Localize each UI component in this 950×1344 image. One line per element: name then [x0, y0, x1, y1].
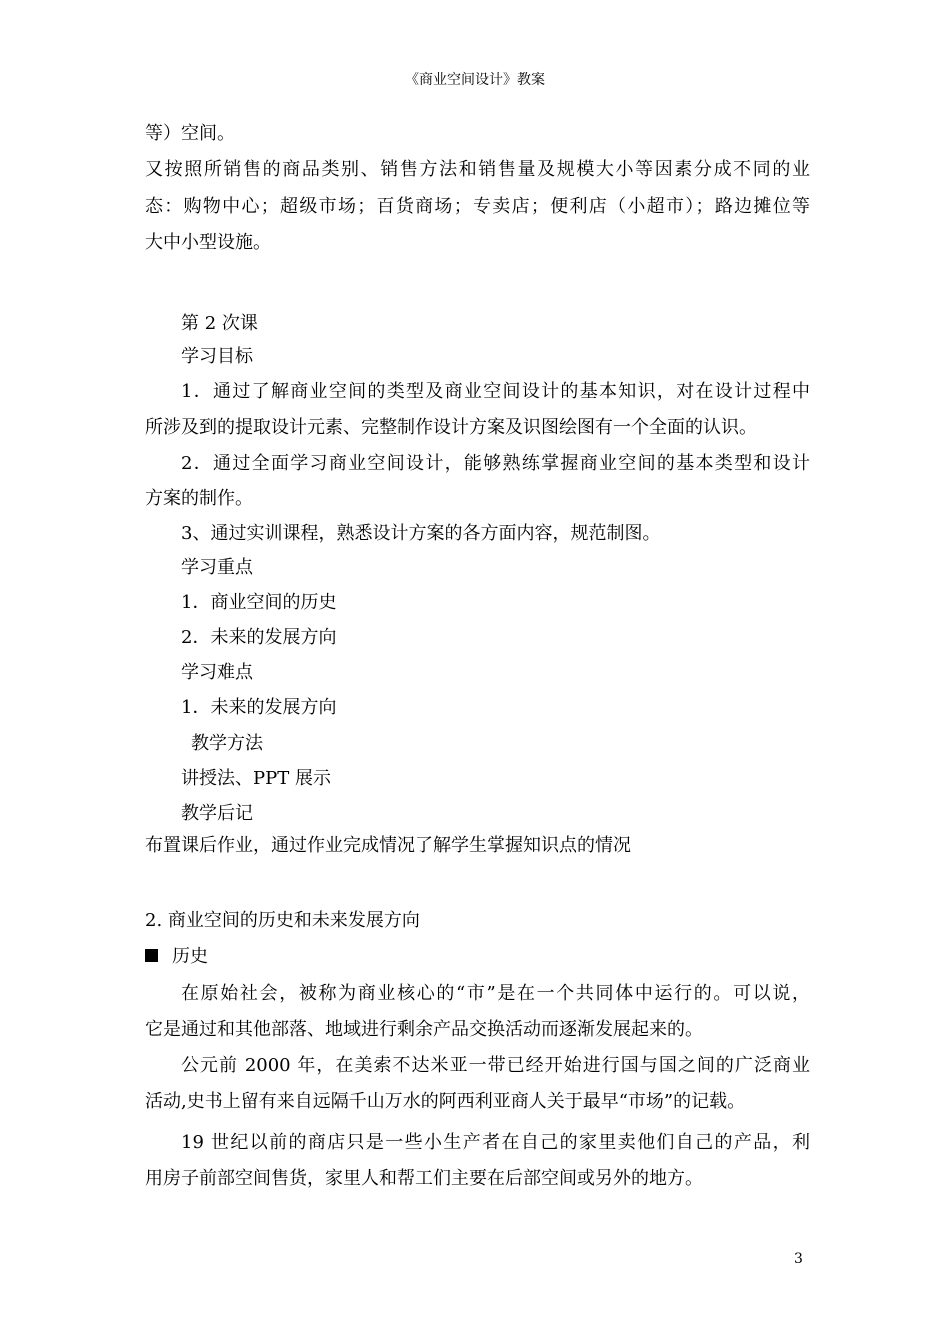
section-title: 2. 商业空间的历史和未来发展方向	[145, 910, 420, 931]
goal-line: 2．通过全面学习商业空间设计，能够熟练掌握商业空间的基本类型和设计	[181, 453, 810, 474]
difficulty-item: 1．未来的发展方向	[181, 697, 337, 718]
paragraph-line: 在原始社会，被称为商业核心的“市”是在一个共同体中运行的。可以说，	[181, 983, 810, 1004]
page-number: 3	[794, 1251, 803, 1267]
notes-heading: 教学后记	[181, 803, 253, 824]
key-item: 1．商业空间的历史	[181, 592, 337, 613]
paragraph-line: 用房子前部空间售货，家里人和帮工们主要在后部空间或另外的地方。	[145, 1168, 703, 1189]
key-heading: 学习重点	[181, 557, 253, 578]
history-heading-row	[145, 944, 810, 970]
lesson-title: 第 2 次课	[181, 313, 258, 334]
goal-line: 1．通过了解商业空间的类型及商业空间设计的基本知识，对在设计过程中	[181, 381, 810, 402]
notes-text: 布置课后作业，通过作业完成情况了解学生掌握知识点的情况	[145, 835, 631, 856]
paragraph-line: 公元前 2000 年，在美索不达米亚一带已经开始进行国与国之间的广泛商业	[181, 1055, 810, 1076]
text-line: 等）空间。	[145, 123, 235, 144]
history-heading: 历史	[172, 946, 208, 967]
paragraph-line: 19 世纪以前的商店只是一些小生产者在自己的家里卖他们自己的产品，利	[181, 1132, 810, 1153]
difficulty-heading: 学习难点	[181, 662, 253, 683]
page-header: 《商业空间设计》教案	[405, 72, 545, 88]
paragraph-line: 它是通过和其他部落、地域进行剩余产品交换活动而逐渐发展起来的。	[145, 1019, 703, 1040]
paragraph-line: 活动,史书上留有来自远隔千山万水的阿西利亚商人关于最早“市场”的记载。	[145, 1091, 746, 1112]
text-line: 又按照所销售的商品类别、销售方法和销售量及规模大小等因素分成不同的业	[145, 159, 810, 180]
goal-line: 3、通过实训课程，熟悉设计方案的各方面内容，规范制图。	[181, 523, 661, 544]
key-item: 2．未来的发展方向	[181, 627, 337, 648]
text-line: 态：购物中心；超级市场；百货商场；专卖店；便利店（小超市）；路边摊位等	[145, 196, 810, 217]
text-line: 大中小型设施。	[145, 232, 271, 253]
goal-line: 方案的制作。	[145, 488, 253, 509]
square-bullet-icon	[145, 949, 158, 962]
goal-line: 所涉及到的提取设计元素、完整制作设计方案及识图绘图有一个全面的认识。	[145, 417, 757, 438]
goals-heading: 学习目标	[181, 346, 253, 367]
method-heading: 教学方法	[191, 733, 263, 754]
method-text: 讲授法、PPT 展示	[181, 768, 331, 789]
